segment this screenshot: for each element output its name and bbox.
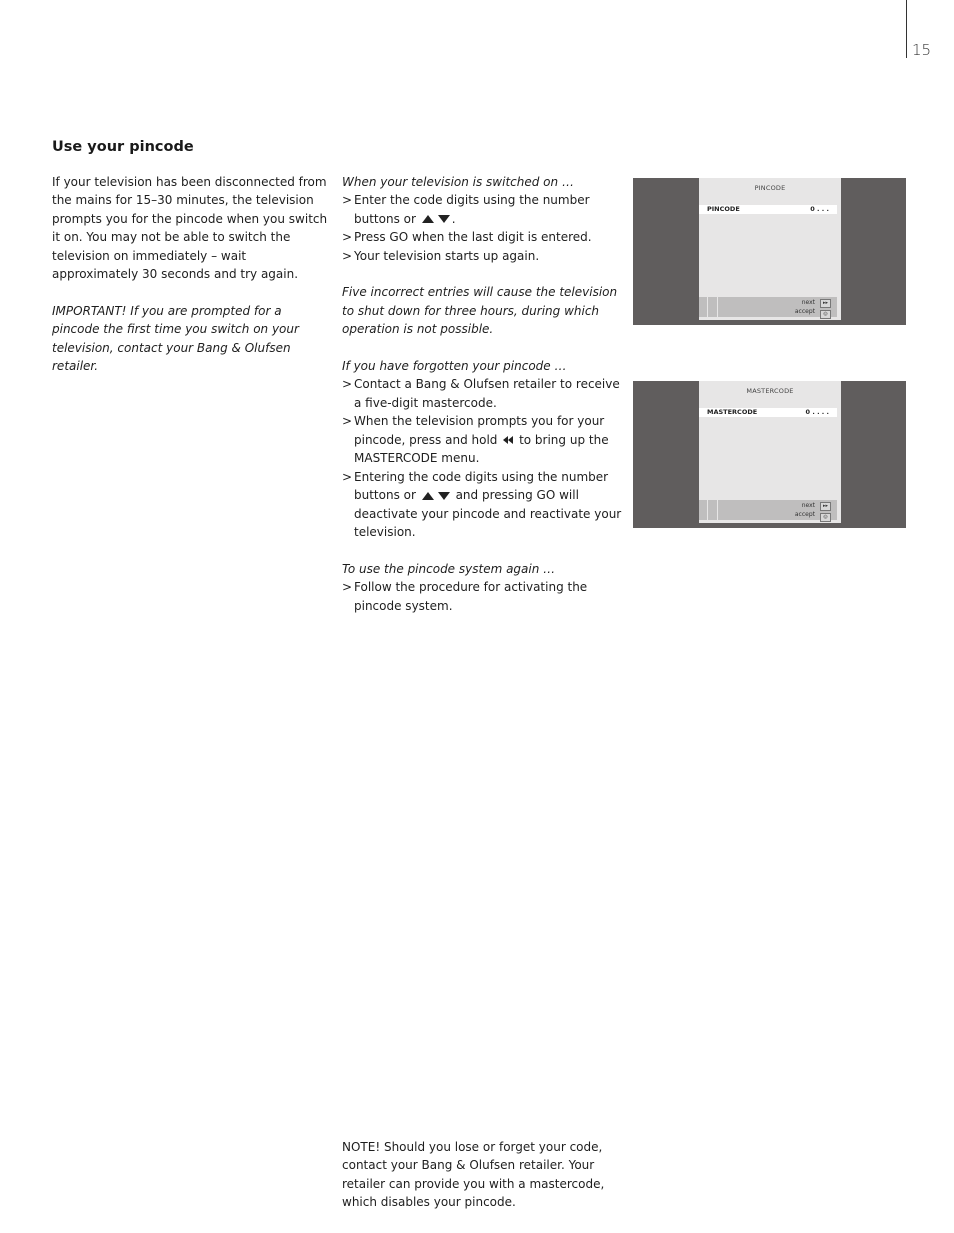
- go-key-label: GO: [389, 230, 409, 245]
- bullet: >: [342, 248, 353, 263]
- menu-title: PINCODE: [754, 184, 786, 192]
- page-number: 15: [912, 41, 932, 59]
- incorrect-entries-warning: Five incorrect entries will cause the television to shut down for three hours, during which operation is not possible.: [342, 285, 618, 337]
- retailer-note: NOTE! Should you lose or forget your code, contact your Bang & Olufsen retailer. Your retailer can provide you with a mastercode, which disables your pincode.: [342, 1140, 605, 1210]
- triangle-down-icon: [438, 215, 450, 223]
- footer-next: next: [801, 502, 815, 509]
- bullet: >: [342, 469, 353, 484]
- bullet: >: [342, 377, 353, 392]
- intro-paragraph: If your television has been disconnected from the mains for 15–30 minutes, the television prompts you for the pincode when you switch it on. You may not be able to switch the television on immediately – wait approximately 30 seconds and try again.: [52, 175, 328, 282]
- triangle-down-icon: [438, 492, 450, 500]
- pincode-menu: [699, 178, 841, 320]
- bullet: >: [342, 414, 353, 429]
- footer-next: next: [801, 299, 815, 306]
- left-column: [52, 173, 330, 375]
- row-value: 0 . . .: [810, 205, 829, 213]
- page-heading: Use your pincode: [52, 139, 194, 155]
- go-button-icon: ◎: [820, 310, 831, 319]
- bullet: >: [342, 230, 353, 245]
- go-key-label: GO: [536, 488, 556, 503]
- important-notice: IMPORTANT! If you are prompted for a pincode the first time you switch on your television, contact your Bang & Olufsen retailer.: [52, 303, 299, 374]
- fast-forward-icon: ▸▸: [820, 502, 831, 511]
- page-margin-rule: [906, 0, 907, 58]
- step-starts-up: > Your television starts up again.: [342, 247, 622, 265]
- rewind-icon: [503, 431, 513, 449]
- section-heading-use-again: To use the pincode system again …: [342, 561, 556, 576]
- step-press-go: > Press GO when the last digit is entered.: [342, 228, 622, 246]
- bullet: >: [342, 580, 353, 595]
- go-button-icon: ◎: [820, 513, 831, 522]
- pincode-row: [699, 205, 837, 214]
- row-label: PINCODE: [707, 205, 740, 213]
- step-enter-mastercode: > Entering the code digits using the number buttons or and pressing GO will deactivate your pincode and reactivate your television.: [342, 469, 622, 539]
- fast-forward-icon: ▸▸: [820, 299, 831, 308]
- menu-footer: [699, 297, 837, 317]
- row-value: 0 . . . .: [805, 408, 829, 416]
- step-contact-retailer: > Contact a Bang & Olufsen retailer to receive a five-digit mastercode.: [342, 377, 620, 410]
- bullet: >: [342, 193, 353, 208]
- mastercode-menu: [699, 381, 841, 523]
- footer-accept: accept: [794, 511, 815, 518]
- footer-text: [795, 298, 815, 316]
- footer-accept: accept: [794, 308, 815, 315]
- middle-column: [342, 173, 622, 615]
- pincode-screen: [633, 178, 906, 325]
- row-label: MASTERCODE: [707, 408, 758, 416]
- triangle-up-icon: [422, 492, 434, 500]
- triangle-up-icon: [422, 215, 434, 223]
- mastercode-screen: [633, 381, 906, 528]
- step-press-hold-rewind: > When the television prompts you for your pincode, press and hold to bring up the MASTERCODE menu.: [342, 414, 609, 466]
- footer-text: [795, 501, 815, 519]
- step-enter-digits: > Enter the code digits using the number buttons or .: [342, 193, 590, 226]
- menu-title: MASTERCODE: [746, 387, 794, 395]
- step-follow-procedure: > Follow the procedure for activating the pincode system.: [342, 580, 588, 613]
- menu-footer: [699, 500, 837, 520]
- mastercode-row: [699, 408, 837, 417]
- section-heading-forgotten: If you have forgotten your pincode …: [342, 359, 567, 374]
- section-heading-switched-on: When your television is switched on …: [342, 175, 574, 189]
